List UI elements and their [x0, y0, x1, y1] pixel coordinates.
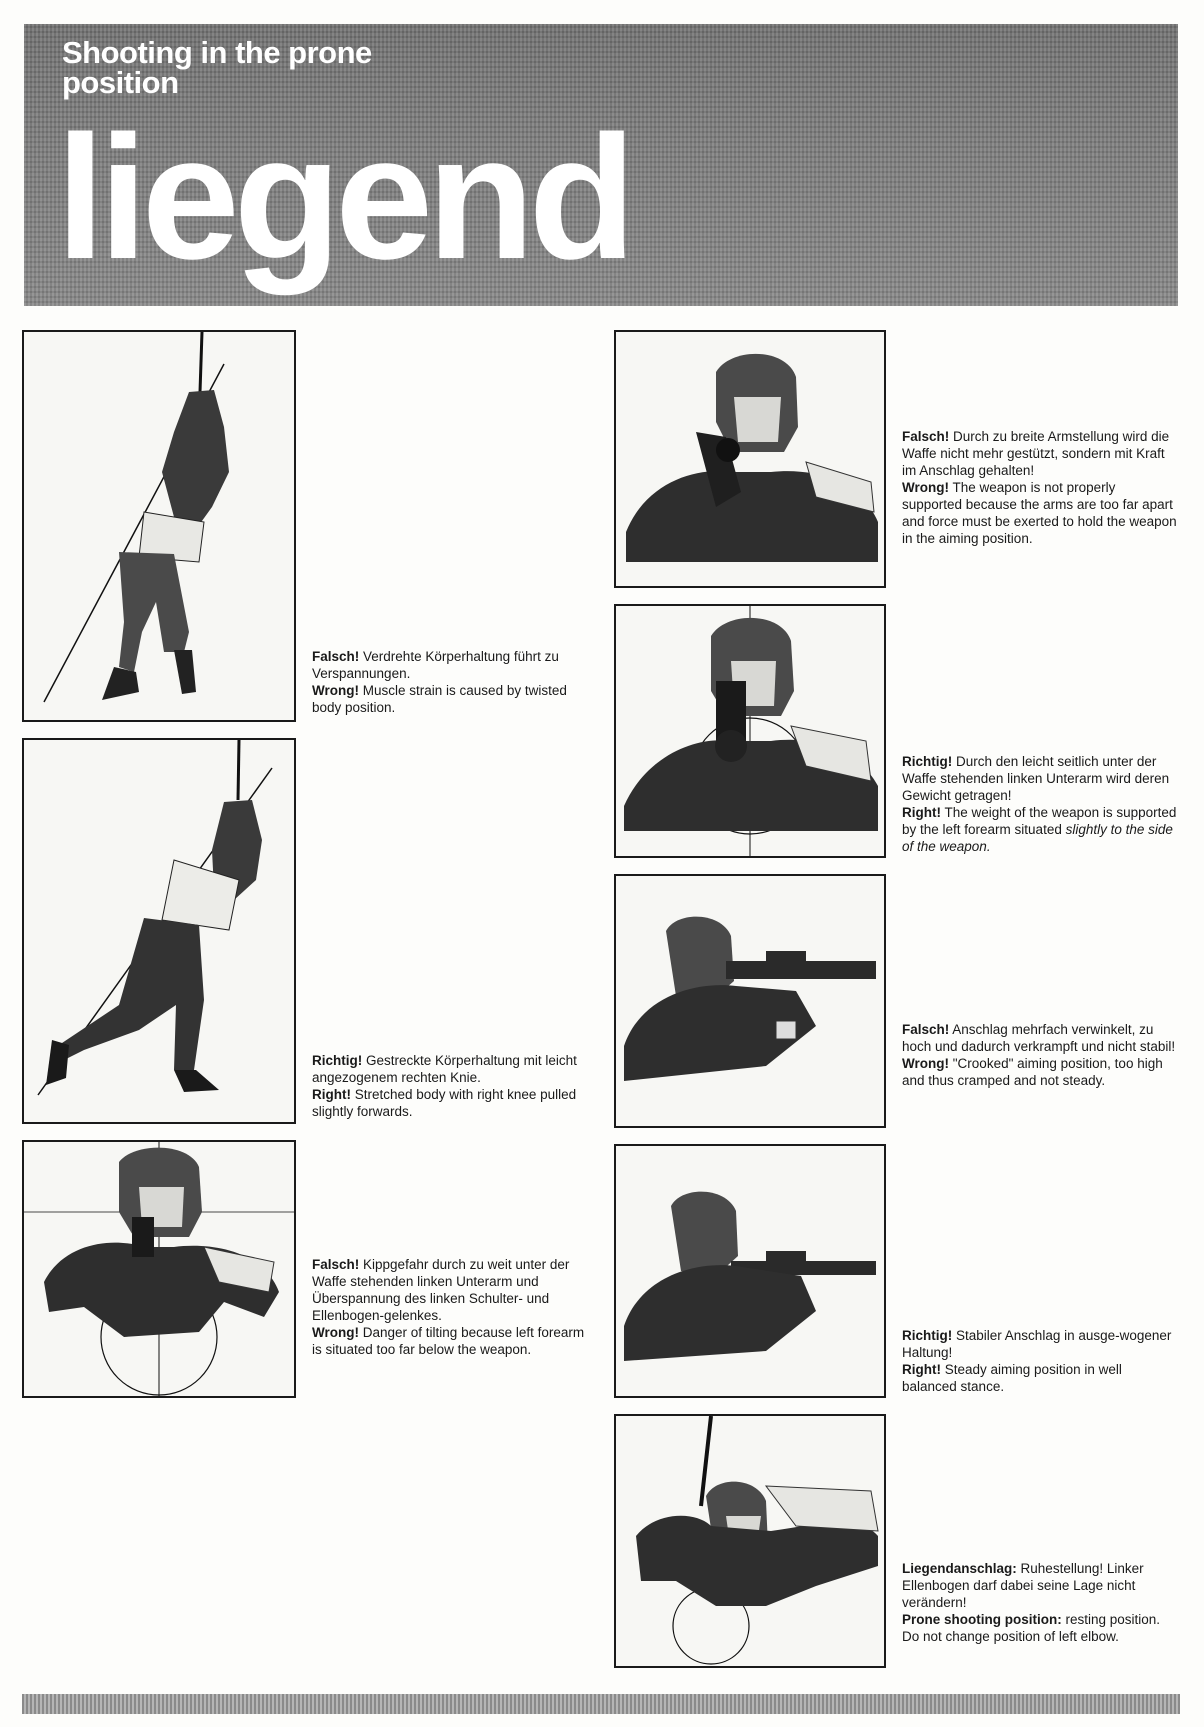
- caption-de-text: Durch zu breite Armstellung wird die Waffe nicht mehr gestützt, sondern mit Kraft im Anschlag gehalten!: [902, 429, 1170, 478]
- caption-en-label: Wrong!: [312, 1325, 359, 1340]
- caption-en-label: Wrong!: [312, 683, 359, 698]
- caption-de-label: Falsch!: [902, 1022, 950, 1037]
- caption-de-label: Falsch!: [312, 1257, 360, 1272]
- photo-stretched-body: [22, 738, 296, 1124]
- caption-en-label: Wrong!: [902, 1056, 949, 1071]
- caption-de-text: Verdrehte Körperhaltung führt zu Verspannungen.: [312, 649, 559, 681]
- caption-arms-too-wide: [902, 428, 1178, 547]
- caption-de-text: Durch den leicht seitlich unter der Waffe stehenden linken Unterarm wird deren Gewicht getragen!: [902, 754, 1170, 803]
- caption-de-label: Falsch!: [312, 649, 360, 664]
- photo-forearm-supported: [614, 604, 886, 858]
- caption-de-label: Liegendanschlag:: [902, 1561, 1017, 1576]
- page-title: liegend: [56, 100, 631, 296]
- page-subtitle: Shooting in the prone position: [62, 35, 372, 100]
- photo-arms-too-wide: [614, 330, 886, 588]
- caption-de-label: Richtig!: [902, 1328, 953, 1343]
- caption-en-label: Prone shooting position:: [902, 1612, 1062, 1627]
- photo-twisted-body: [22, 330, 296, 722]
- photo-steady-side: [614, 1144, 886, 1398]
- caption-en-label: Wrong!: [902, 480, 949, 495]
- caption-resting-position: [902, 1560, 1178, 1645]
- caption-de-text: Anschlag mehrfach verwinkelt, zu hoch und dadurch verkrampft und nicht stabil!: [902, 1022, 1176, 1054]
- caption-crooked-side: [902, 1021, 1178, 1089]
- caption-de-text: Ruhestellung! Linker Ellenbogen darf dabei seine Lage nicht verändern!: [902, 1561, 1144, 1610]
- caption-de-text: Stabiler Anschlag in ausge-wogener Haltung!: [902, 1328, 1172, 1360]
- header-banner: [24, 24, 1178, 306]
- caption-stretched-body: [312, 1052, 588, 1120]
- photo-tilting-front: [22, 1140, 296, 1398]
- caption-en-label: Right!: [312, 1087, 351, 1102]
- caption-tilting-front: [312, 1256, 588, 1358]
- caption-en-text-italic: slightly to the side of the weapon.: [902, 822, 1173, 854]
- caption-de-label: Richtig!: [312, 1053, 363, 1068]
- caption-en-text: "Crooked" aiming position, too high and thus cramped and not steady.: [902, 1056, 1163, 1088]
- caption-de-text: Gestreckte Körperhaltung mit leicht angezogenem rechten Knie.: [312, 1053, 577, 1085]
- caption-en-text: Muscle strain is caused by twisted body position.: [312, 683, 567, 715]
- caption-en-text: The weapon is not properly supported because the arms are too far apart and force must be exerted to hold the weapon in the aiming position.: [902, 480, 1177, 546]
- caption-de-label: Falsch!: [902, 429, 950, 444]
- footer-bar: [22, 1694, 1180, 1714]
- photo-resting-position: [614, 1414, 886, 1668]
- photo-crooked-side: [614, 874, 886, 1128]
- caption-steady-side: [902, 1327, 1178, 1395]
- caption-en-text: Steady aiming position in well balanced stance.: [902, 1362, 1122, 1394]
- caption-en-label: Right!: [902, 805, 941, 820]
- caption-en-text: Danger of tilting because left forearm is situated too far below the weapon.: [312, 1325, 585, 1357]
- caption-forearm-supported: [902, 753, 1178, 855]
- caption-en-label: Right!: [902, 1362, 941, 1377]
- caption-twisted-body: [312, 648, 588, 716]
- caption-en-text: The weight of the weapon is supported by the left forearm situated: [902, 805, 1177, 837]
- caption-de-text: Kippgefahr durch zu weit unter der Waffe stehenden linken Unterarm und Überspannung des linken Schulter- und Ellenbogen-gelenkes.: [312, 1257, 570, 1323]
- caption-de-label: Richtig!: [902, 754, 953, 769]
- caption-en-text: resting position. Do not change position of left elbow.: [902, 1612, 1161, 1644]
- caption-en-text: Stretched body with right knee pulled slightly forwards.: [312, 1087, 577, 1119]
